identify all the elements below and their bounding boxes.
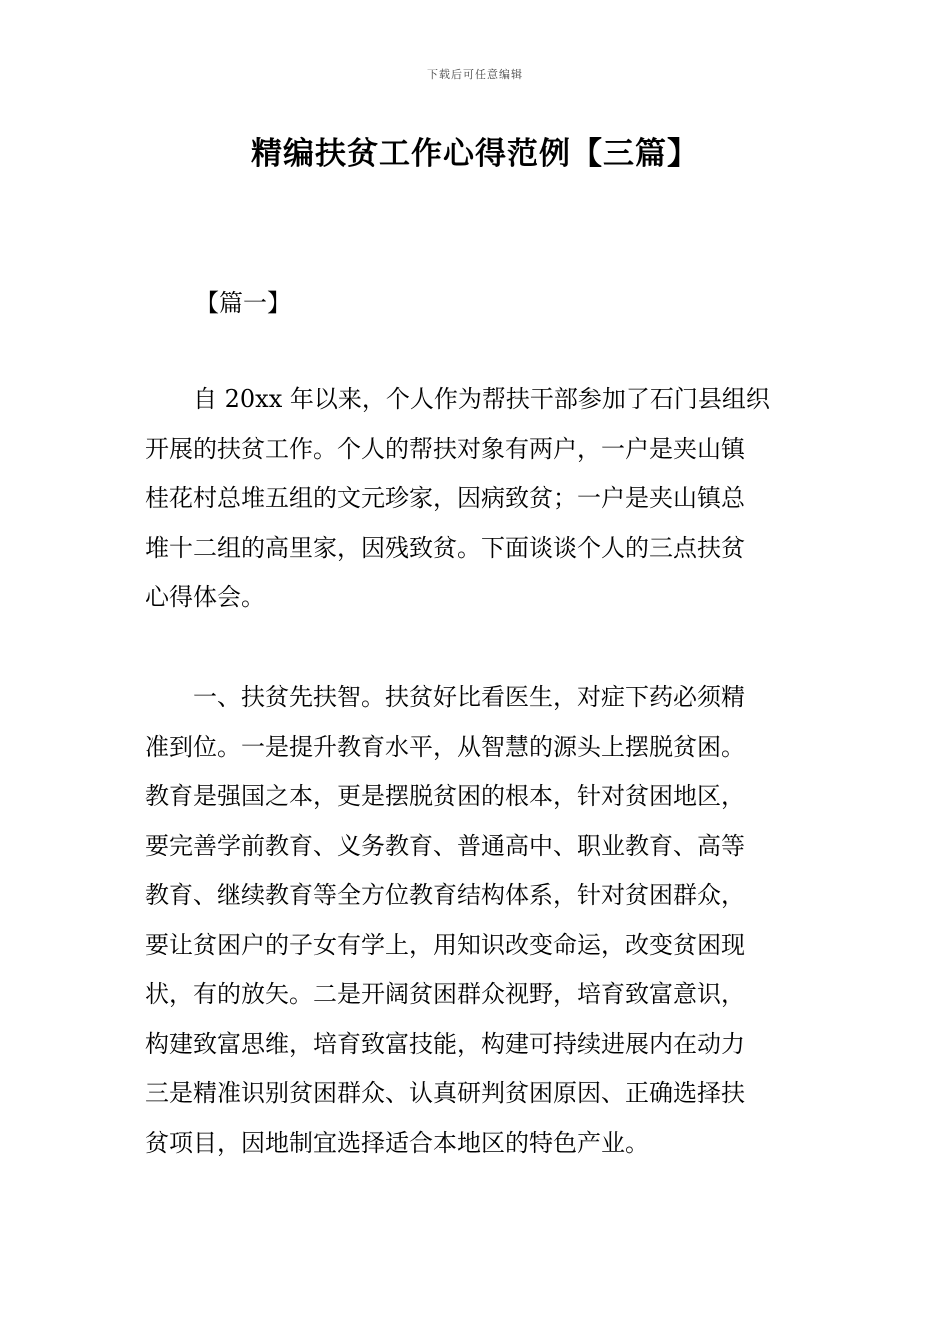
paragraph-line: 贫项目，因地制宜选择适合本地区的特色产业。 [145, 1128, 649, 1157]
paragraph-line: 自 20xx 年以来，个人作为帮扶干部参加了石门县组织 [193, 385, 770, 413]
paragraph-line: 一、扶贫先扶智。扶贫好比看医生，对症下药必须精 [193, 683, 745, 711]
paragraph-line: 状，有的放矢。二是开阔贫困群众视野，培育致富意识， [145, 980, 745, 1008]
paragraph-line: 要完善学前教育、义务教育、普通高中、职业教育、高等 [145, 831, 745, 860]
paragraph-line: 开展的扶贫工作。个人的帮扶对象有两户，一户是夹山镇 [145, 434, 745, 463]
paragraph-1 [145, 375, 807, 623]
paragraph-line: 心得体会。 [145, 583, 265, 611]
paragraph-2 [145, 673, 807, 1168]
paragraph-line: 教育是强国之本，更是摆脱贫困的根本，针对贫困地区， [145, 782, 745, 810]
paragraph-line: 桂花村总堆五组的文元珍家，因病致贫；一户是夹山镇总 [145, 484, 745, 512]
paragraph-line: 教育、继续教育等全方位教育结构体系，针对贫困群众， [145, 881, 745, 909]
paragraph-line: 要让贫困户的子女有学上，用知识改变命运，改变贫困现 [145, 930, 745, 959]
paragraph-line: 三是精准识别贫困群众、认真研判贫困原因、正确选择扶 [145, 1079, 745, 1107]
page-title: 精编扶贫工作心得范例【三篇】 [251, 136, 699, 172]
paragraph-line: 构建致富思维，培育致富技能，构建可持续进展内在动力 [145, 1029, 745, 1058]
paragraph-line: 堆十二组的高里家，因残致贫。下面谈谈个人的三点扶贫 [145, 533, 745, 562]
section-heading: 【篇一】 [195, 289, 291, 317]
paragraph-line: 准到位。一是提升教育水平，从智慧的源头上摆脱贫困。 [145, 732, 745, 761]
header-note: 下载后可任意编辑 [427, 68, 523, 81]
